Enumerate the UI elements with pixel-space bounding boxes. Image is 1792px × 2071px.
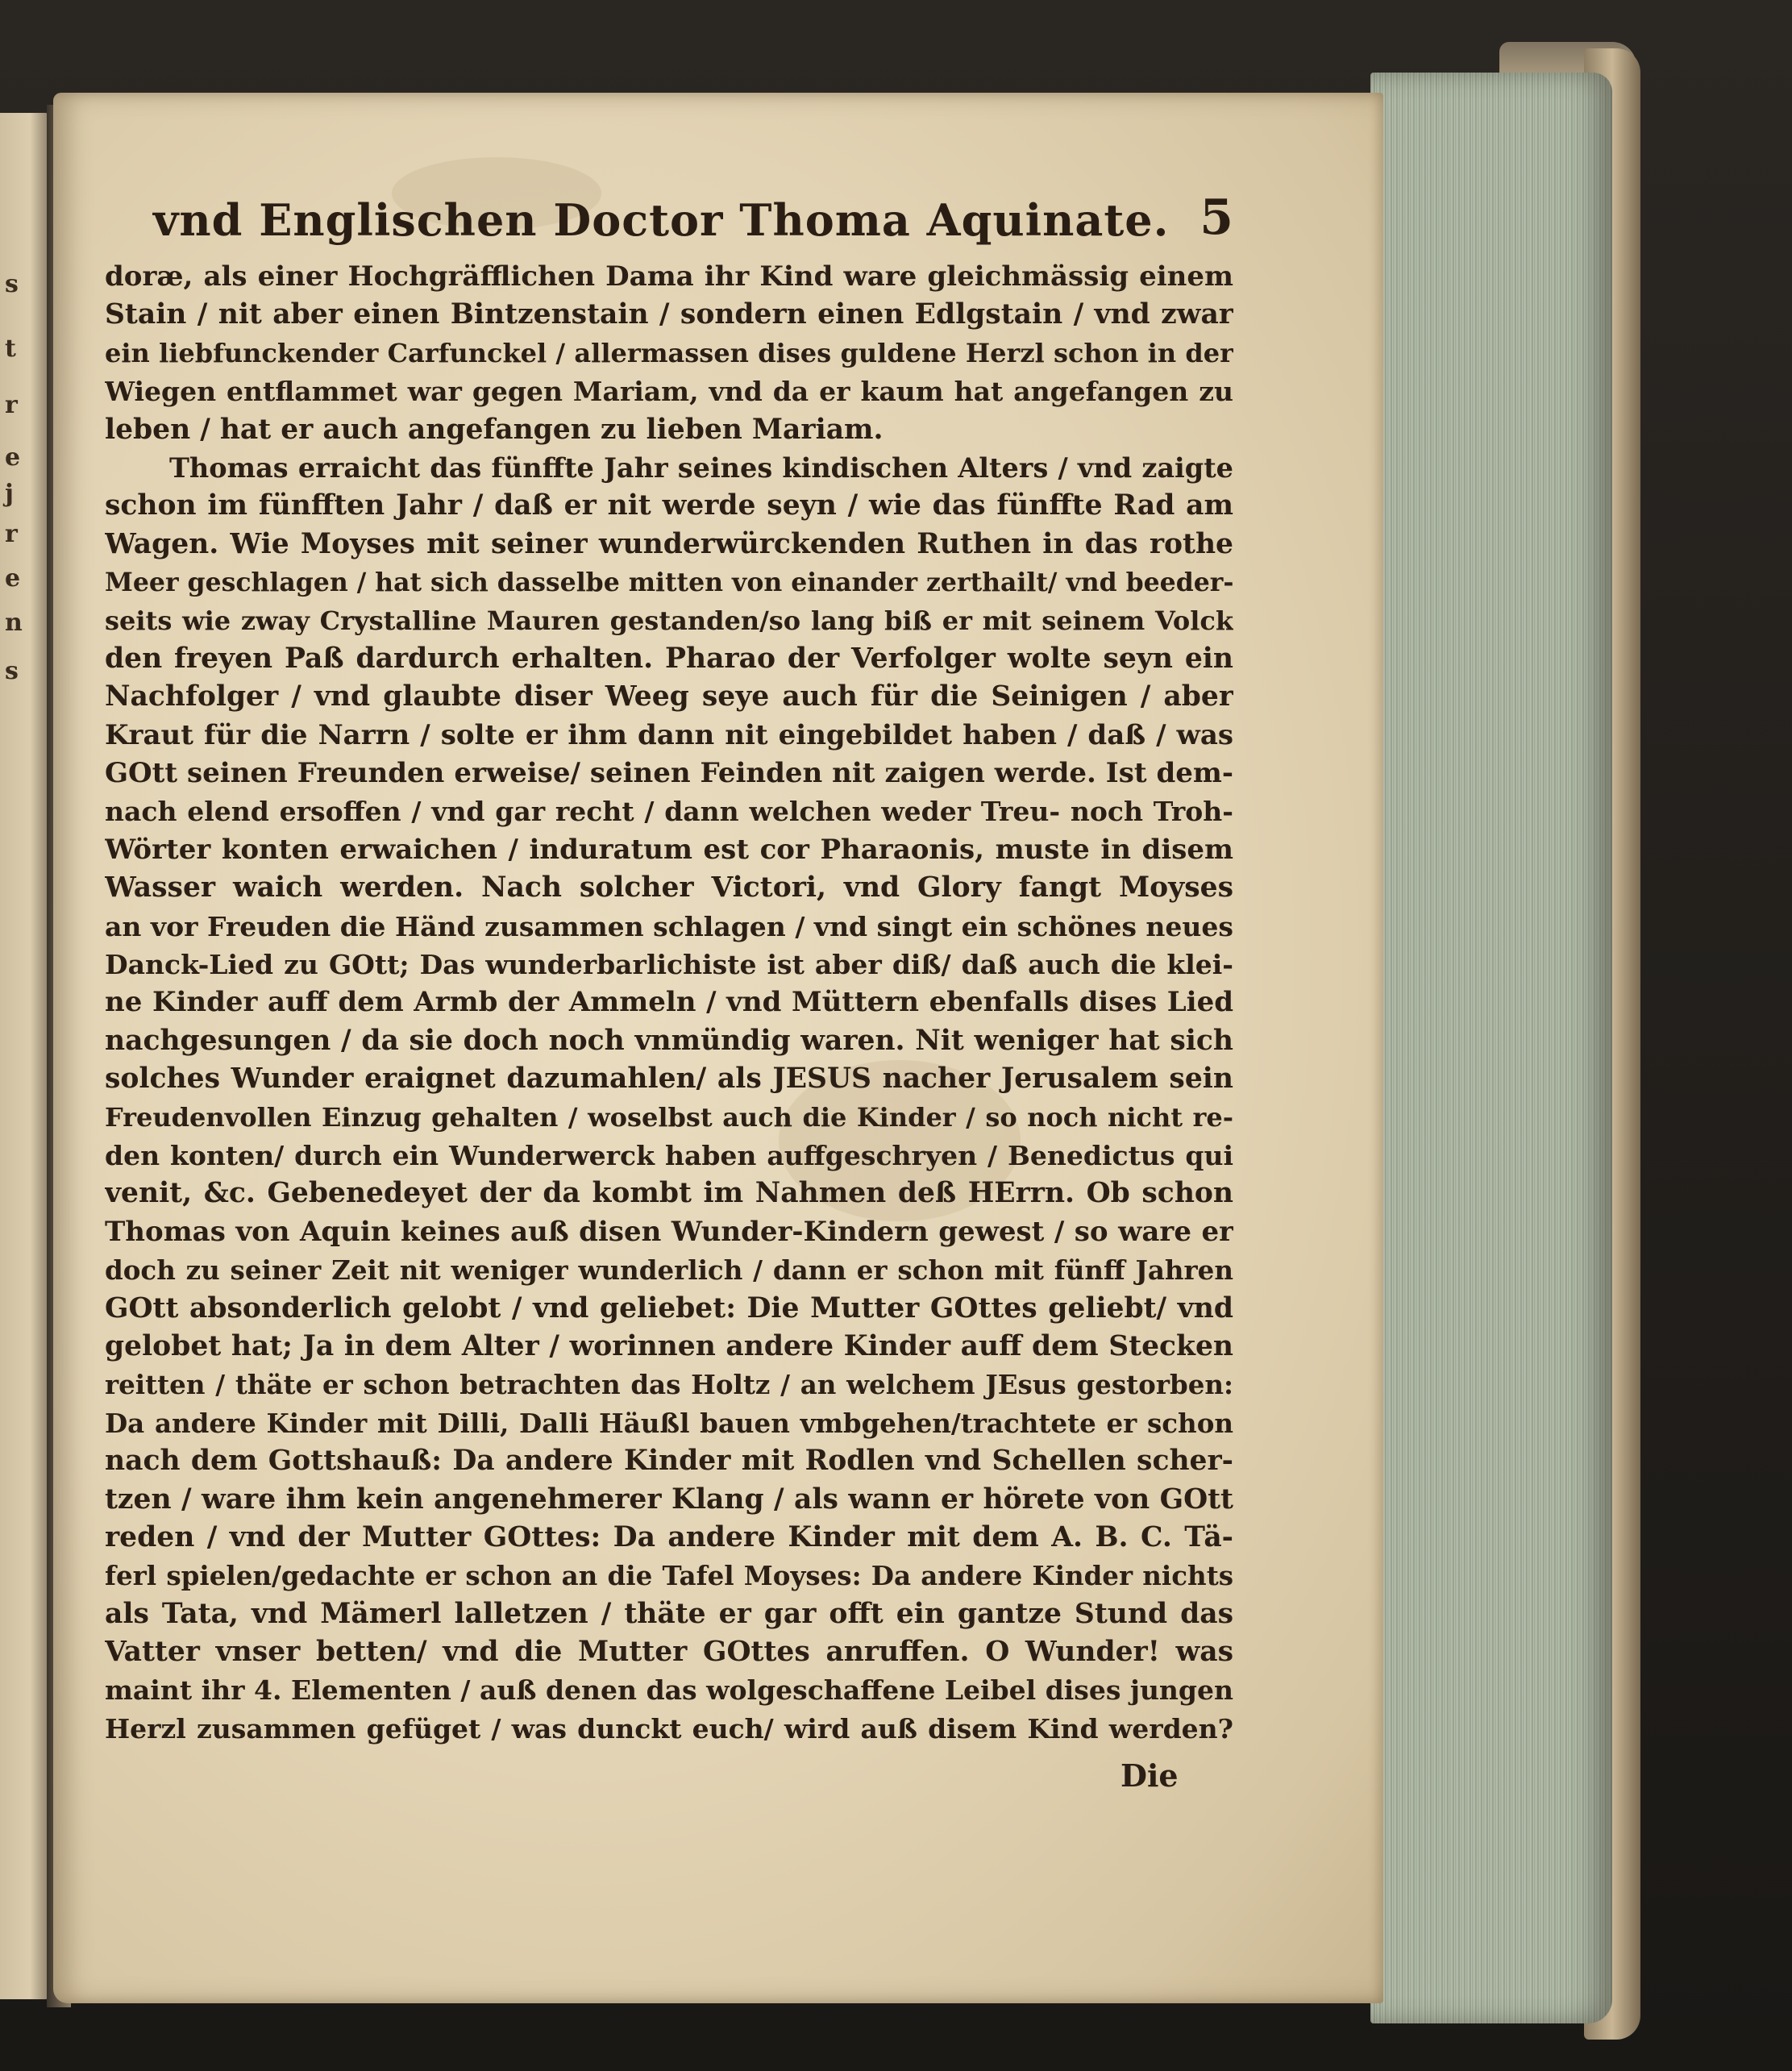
previous-page-char: s: [5, 657, 19, 685]
body-text: [105, 258, 1233, 1748]
text-line: maint ihr 4. Elementen / auß denen das wolgeschaffene Leibel dises jungen: [105, 1674, 1233, 1707]
text-line: reitten / thäte er schon betrachten das Holtz / an welchem JEsus gestorben:: [105, 1369, 1233, 1401]
text-line: als Tata, vnd Mämerl lalletzen / thäte er gar offt ein gantze Stund das: [105, 1597, 1233, 1630]
text-line: Wiegen entflammet war gegen Mariam, vnd da er kaum hat angefangen zu: [105, 376, 1233, 408]
text-line: den konten/ durch ein Wunderwerck haben auffgeschryen / Benedictus qui: [105, 1139, 1233, 1171]
text-line: Da andere Kinder mit Dilli, Dalli Häußl bauen vmbgehen/trachtete er schon: [105, 1407, 1233, 1439]
text-line: Wörter konten erwaichen / induratum est cor Pharaonis, muste in disem: [105, 833, 1233, 866]
text-line: gelobet hat; Ja in dem Alter / worinnen andere Kinder auff dem Stecken: [105, 1329, 1233, 1362]
text-line: tzen / ware ihm kein angenehmerer Klang / als wann er hörete von GOtt: [105, 1483, 1233, 1516]
page-block-fore-edge: [1370, 73, 1612, 2023]
text-line: doræ, als einer Hochgräfflichen Dama ihr Kind ware gleichmässig einem: [105, 260, 1233, 293]
text-line: ein liebfunckender Carfunckel / allermassen dises guldene Herzl schon in der: [105, 337, 1233, 368]
text-line: schon im fünfften Jahr / daß er nit werde seyn / wie das fünffte Rad am: [105, 489, 1233, 522]
text-line: Wasser waich werden. Nach solcher Victori, vnd Glory fangt Moyses: [105, 871, 1233, 905]
text-line: doch zu seiner Zeit nit weniger wunderlich / dann er schon mit fünff Jahren: [105, 1254, 1233, 1287]
text-line: ne Kinder auff dem Armb der Ammeln / vnd Müttern ebenfalls dises Lied: [105, 986, 1233, 1019]
text-line: an vor Freuden die Händ zusammen schlagen / vnd singt ein schönes neues: [105, 910, 1233, 942]
text-line: Freudenvollen Einzug gehalten / woselbst auch die Kinder / so noch nicht re-: [105, 1101, 1233, 1133]
text-line: den freyen Paß dardurch erhalten. Pharao der Verfolger wolte seyn ein: [105, 642, 1233, 675]
text-line: Herzl zusammen gefüget / was dunckt euch/ wird auß disem Kind werden?: [105, 1712, 1233, 1745]
text-line: GOtt absonderlich gelobt / vnd geliebet: Die Mutter GOttes geliebt/ vnd: [105, 1291, 1233, 1325]
previous-page-char: n: [5, 609, 23, 637]
page-header: [153, 173, 1233, 246]
text-line: leben / hat er auch angefangen zu lieben Mariam.: [105, 413, 884, 446]
text-line: Kraut für die Narrn / solte er ihm dann nit eingebildet haben / daß / was: [105, 718, 1233, 751]
text-line-paragraph-start: Thomas erraicht das fünffte Jahr seines kindischen Alters / vnd zaigte: [169, 451, 1233, 484]
page-number: 5: [1200, 189, 1233, 246]
running-head: vnd Englischen Doctor Thoma Aquinate.: [153, 194, 1170, 246]
previous-page-edge: [0, 113, 50, 1999]
previous-page-char: s: [5, 270, 19, 298]
catchword: Die: [1121, 1757, 1179, 1794]
text-line: Nachfolger / vnd glaubte diser Weeg seye auch für die Seinigen / aber: [105, 680, 1233, 713]
text-line: venit, &c. Gebenedeyet der da kombt im Nahmen deß HErrn. Ob schon: [105, 1177, 1233, 1210]
previous-page-char: r: [5, 391, 18, 419]
previous-page-char: e: [5, 443, 21, 472]
text-line: GOtt seinen Freunden erweise/ seinen Feinden nit zaigen werde. Ist dem-: [105, 757, 1233, 790]
text-line: nach elend ersoffen / vnd gar recht / dann welchen weder Treu- noch Troh-: [105, 796, 1233, 828]
text-line: Meer geschlagen / hat sich dasselbe mitten von einander zerthailt/ vnd beeder-: [105, 568, 1233, 598]
text-line: Thomas von Aquin keines auß disen Wunder-Kindern gewest / so ware er: [105, 1215, 1233, 1248]
text-line: ferl spielen/gedachte er schon an die Tafel Moyses: Da andere Kinder nichts: [105, 1560, 1233, 1592]
text-line: seits wie zway Crystalline Mauren gestanden/so lang biß er mit seinem Volck: [105, 605, 1233, 636]
text-line: nachgesungen / da sie doch noch vnmündig waren. Nit weniger hat sich: [105, 1024, 1233, 1057]
text-line: Stain / nit aber einen Bintzenstain / sondern einen Edlgstain / vnd zwar: [105, 298, 1233, 331]
previous-page-char: j: [5, 480, 14, 508]
previous-page-char: e: [5, 564, 21, 593]
text-line: solches Wunder eraignet dazumahlen/ als JESUS nacher Jerusalem sein: [105, 1063, 1233, 1096]
text-line: Danck-Lied zu GOtt; Das wunderbarlichiste ist aber diß/ daß auch die klei-: [105, 949, 1233, 981]
text-line: reden / vnd der Mutter GOttes: Da andere Kinder mit dem A. B. C. Tä-: [105, 1520, 1233, 1553]
text-line: nach dem Gottshauß: Da andere Kinder mit Rodlen vnd Schellen scher-: [105, 1445, 1233, 1478]
text-line: Wagen. Wie Moyses mit seiner wunderwürckenden Ruthen in das rothe: [105, 527, 1233, 560]
previous-page-char: r: [5, 520, 18, 548]
text-line: Vatter vnser betten/ vnd die Mutter GOttes anruffen. O Wunder! was: [105, 1636, 1233, 1669]
previous-page-char: t: [5, 335, 16, 363]
